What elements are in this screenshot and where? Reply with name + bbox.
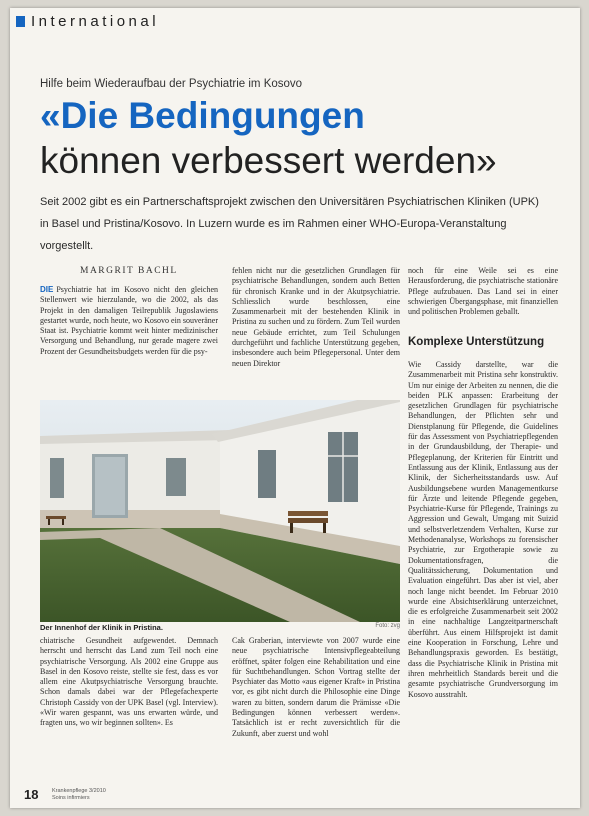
footer-line-2: Soins infirmiers [52,794,90,801]
dropcap: DIE [40,285,54,294]
subheading: Komplexe Unterstützung [408,336,545,348]
column-1-bottom: chiatrische Gesundheit aufgewendet. Demnach herrscht und herrscht das Land zum Teil noch eine psychiatrische Versorgung. Als 2002 eine Gruppe aus Basel in den Kosovo reiste, stellte sie fest, dass es vor allem eine Akutpsychiatrische Versorgung brauchte. Schon damals dabei war der Pflegefachexperte Christoph Cassidy von der UPK Basel (vgl. Interview). «Wir waren gespannt, was uns erwarten würde, und fragten uns, wo wir beginnen sollten». Es [40,636,218,728]
byline: MARGRIT BACHL [80,266,178,276]
article-title-line2: können verbessert werden» [40,140,497,181]
column-2-bottom: Cak Graberian, interviewte von 2007 wurde eine neue psychiatrische Intensivpflegeabteilung eröffnet, später folgen eine Rehabilitation und eine für Suchtbehandlungen. Schon Vortrag stellte der Psychiater das Motto «aus eigener Kraft» in Pristina vor, es gibt nicht durch die Philosophie eine Dinge waren zu bitten, sondern darum die Prämisse «Die Bedingungen können verbessert werden». Tatsächlich ist er recht zuversichtlich für die Zukunft, aber zuerst und wohl [232,636,400,738]
article-title-line1: «Die Bedingungen [40,95,365,136]
page-number: 18 [24,787,39,802]
article-kicker: Hilfe beim Wiederaufbau der Psychiatrie im Kosovo [40,78,303,90]
section-header [16,13,159,30]
photo-credit: Foto: zvg [375,623,400,629]
section-marker [16,16,25,27]
column-3-top: noch für eine Weile sei es eine Herausforderung, die psychiatrische stationäre Pflege aufzubauen. Das Land sei in einer schwierigen Übergangsphase, mit finanziellen und politischen Problemen geballt. [408,266,558,317]
section-label: International [31,13,160,30]
photo-caption [40,623,400,632]
column-3-main: Wie Cassidy darstellte, war die Zusammenarbeit mit Pristina sehr konstruktiv. Um nur einige der Arbeiten zu nennen, die die beiden PLK anpassen: Erarbeitung der gesetzlichen Grundlagen für psychiatrische Behandlungen, der Pflichten sehr und Dienstplanung für Pflegende, die Guidelines für das Assessment von Psychiatriepflegenden in der Grundausbildung, der Therapie- und Pflegeplanung, der Kriterien für Eintritt und Entlassung aus der Klinik, Entlassung aus der Klinik, der Sicherheitsstandards usw. Auf Ausbildungsebene wurden Managementkurse für Ärzte und leitende Pflegende gegeben, Psychiatrie-Kurse für Pflegende, Trainings zu Aggression und Gewalt, Umgang mit Suizid und selbstverletzendem Verhalten, Kurse zur Methodenanalyse, Workshops zu forensischer Psychiatrie, zur Ergotherapie sowie zu Dokumentationsfragen, die Qualitätssicherung, Dokumentation und Evaluation eingeführt. Das aber ist viel, aber noch lange nicht beendet. Im Februar 2010 wurde eine Absichtserklärung unterzeichnet, die es erfolgreiche Zusammenarbeit seit 2002 in eine nachhaltige Langzeitpartnerschaft überführt. Aus einem Hilfsprojekt ist damit eine Kooperation in Forschung, Lehre und Behandlungspraxis geworden. Es bestätigt, dass die Psychiatrische Klinik in Pristina mit ihren mehrheitlich Standards bereit und die gesamte psychiatrische Grundversorgung im Kosovo ausstrahlt. [408,360,558,699]
article-lead: Seit 2002 gibt es ein Partnerschaftsprojekt zwischen den Universitären Psychiatrischen Kliniken (UPK) in Basel und Pristina/Kosovo. In Luzern wurde es im Rahmen einer WHO-Europa-Veranstaltung vorgestellt. [40,196,539,252]
footer-line-1: Krankenpflege 3/2010 [52,788,106,794]
magazine-page [10,8,580,808]
courtyard-illustration [40,400,400,622]
courtyard-photo [40,400,400,622]
column-2-top: fehlen nicht nur die gesetzlichen Grundlagen für psychiatrische Behandlungen, sondern auch Betten für chronisch Kranke und in der Akutpsychiatrie. Schliesslich wurde beschlossen, eine Zusammenarbeit mit der bestehenden Klinik in Pristina zu suchen und zu fördern. Zum Teil wurden neue Gebäude errichtet, zum Teil Schulungen durchgeführt und fachliche Unterstützung gegeben, insbesondere auch beim Pflegepersonal. Unter dem neuen Direktor [232,266,400,368]
photo-caption-text: Der Innenhof der Klinik in Pristina. [40,623,163,632]
column-1-top [40,285,218,397]
footer-publication [52,788,106,801]
column-1-top-text: Psychiatrie hat im Kosovo nicht den gleichen Stellenwert wie hierzulande, wo die 2002, als das Projekt in den damaligen Teilrepublik Jugoslawiens gestartet wurde, noch heute, wo Kosovo ein souveräner Staat ist. Psychiatrie kommt weit hinter medizinischer Versorgung und Behandlung, nur gerade magere zwei Prozent der Gesundheitsbudgets werden für die psy- [40,285,218,356]
